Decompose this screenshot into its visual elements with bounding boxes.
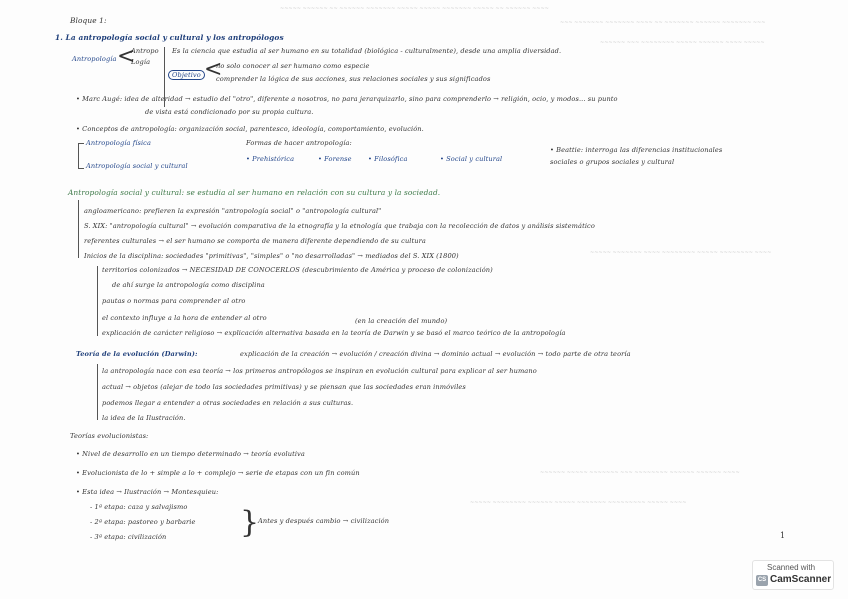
page-number: 1 xyxy=(780,531,786,540)
bracket xyxy=(78,200,79,258)
section2-line-1: angloamericano: prefieren la expresión "antropología social" o "antropología cultural" xyxy=(84,207,382,215)
section3-line-2: actual → objetos (alejar de todo las sociedades primitivas) y se piensan que las sociedades eran inmóviles xyxy=(102,383,466,391)
bracket xyxy=(97,364,98,420)
camscanner-watermark xyxy=(752,560,834,590)
section2-line-5: territorios colonizados → NECESIDAD DE CONOCERLOS (descubrimiento de América y proceso de colonización) xyxy=(102,266,493,274)
antropologia-social-cultural: Antropología social y cultural xyxy=(86,162,188,170)
section4-line-2: • Evolucionista de lo + simple a lo + complejo → serie de etapas con un fin común xyxy=(76,469,360,477)
forma-filosofica: • Filosófica xyxy=(368,155,408,163)
section2-line-8: el contexto influye a la hora de entender al otro xyxy=(102,314,267,322)
section4-line-1: • Nivel de desarrollo en un tiempo determinado → teoría evolutiva xyxy=(76,450,305,458)
page-title: Bloque 1: xyxy=(70,16,107,25)
bleed-through: ~~~~~~ ~~~~~ ~~~~~~~ ~~~ ~~~~~~~~ ~~~~~~ ~~~~~~ ~~~~ xyxy=(540,470,740,476)
bracket xyxy=(97,266,98,336)
etapa-1: - 1ª etapa: caza y salvajismo xyxy=(90,503,188,511)
section2-title: Antropología social y cultural: se estudia al ser humano en relación con su cultura y la sociedad. xyxy=(68,188,441,197)
section1-title: 1. La antropología social y cultural y los antropólogos xyxy=(55,33,284,42)
bracket xyxy=(78,143,79,168)
formas-title: Formas de hacer antropología: xyxy=(246,139,352,147)
brace: < xyxy=(117,44,136,69)
brace: } xyxy=(240,505,260,540)
antropologia-fisica: Antropología física xyxy=(86,139,151,147)
antropos-term: Antropo xyxy=(131,47,159,55)
section3-line-3: podemos llegar a entender a otras sociedades en relación a sus culturas. xyxy=(102,399,354,407)
objetivo-2: comprender la lógica de sus acciones, sus relaciones sociales y sus significados xyxy=(216,75,491,83)
etapas-summary: Antes y después cambio → civilización xyxy=(258,517,390,525)
bracket xyxy=(78,168,84,169)
conceptos-line: • Conceptos de antropología: organización social, parentesco, ideología, comportamiento, evolución. xyxy=(76,125,424,133)
objetivo-1: no solo conocer al ser humano como especie xyxy=(216,62,370,70)
section3-line-4: la idea de la Ilustración. xyxy=(102,414,186,422)
etapa-2: - 2ª etapa: pastoreo y barbarie xyxy=(90,518,196,526)
etapa-3: - 3ª etapa: civilización xyxy=(90,533,167,541)
section2-line-9: explicación de carácter religioso → explicación alternativa basada en la teoría de Darwin y se basó el marco teórico de la antropología xyxy=(102,329,566,337)
camscanner-brand: CamScanner xyxy=(770,574,832,585)
scanned-with-label: Scanned with xyxy=(767,563,816,572)
auge-line-1: • Marc Augé: idea de alteridad → estudio del "otro", diferente a nosotros, no para jerarquizarlo, sino para comprenderlo → religión, ocio, y modos... su punto xyxy=(76,95,618,103)
beattie-line-1: • Beattie: interroga las diferencias institucionales xyxy=(550,146,723,154)
logia-term: Logía xyxy=(131,58,151,66)
section4-title: Teorías evolucionistas: xyxy=(70,432,149,440)
section2-line-6: de ahí surge la antropología como disciplina xyxy=(112,281,265,289)
bleed-through: ~~~~~ ~~~~~~~~ ~~~~~~ ~~~~~ ~~~~~~~ ~~~~~~~~~ ~~~~~ ~~~~ xyxy=(470,500,687,506)
section2-line-3: referentes culturales → el ser humano se comporta de manera diferente dependiendo de su cultura xyxy=(84,237,426,245)
objetivo-label: Objetivo xyxy=(168,70,205,80)
section2-line-8b: (en la creación del mundo) xyxy=(355,317,448,325)
bleed-through: ~~~~~ ~~~~~~ ~~ ~~~~~~ ~~~~~~~ ~~~~~ ~~~~~ ~~~~~~~ ~~~~~ ~~ ~~~~~~ ~~~~ xyxy=(280,6,549,12)
section2-line-4: Inicios de la disciplina: sociedades "primitivas", "simples" o "no desarrolladas" → mediados del S. XIX (1800) xyxy=(84,252,459,260)
forma-prehistorica: • Prehistórica xyxy=(246,155,295,163)
brace: < xyxy=(204,57,223,82)
section3-line-1: la antropología nace con esa teoría → los primeros antropólogos se inspiran en evolución cultural para explicar al ser humano xyxy=(102,367,537,375)
beattie-line-2: sociales o grupos sociales y cultural xyxy=(550,158,675,166)
section2-line-7: pautas o normas para comprender al otro xyxy=(102,297,246,305)
bleed-through: ~~~~~ ~~~~~~~ ~~~~ ~~~~~~~~ ~~~~~ ~~~~~~~~ ~~~~ xyxy=(590,250,772,256)
definition: Es la ciencia que estudia al ser humano en su totalidad (biológica - culturalmente), desde una amplia diversidad. xyxy=(172,47,562,55)
section3-title: Teoría de la evolución (Darwin): xyxy=(76,350,198,358)
camscanner-logo-icon: CS xyxy=(756,575,768,586)
section4-line-3: • Esta idea → Ilustración → Montesquieu: xyxy=(76,488,219,496)
auge-line-2: de vista está condicionado por su propia cultura. xyxy=(145,108,314,116)
bleed-through: ~~~~~~ ~~~ ~~~~~~~~ ~~~~~ ~~~~~~ ~~~~ ~~~~~ xyxy=(600,40,765,46)
forma-social-cultural: • Social y cultural xyxy=(440,155,503,163)
antropologia-term: Antropología xyxy=(72,55,117,63)
forma-forense: • Forense xyxy=(318,155,352,163)
bracket xyxy=(78,143,84,144)
section2-line-2: S. XIX: "antropología cultural" → evolución comparativa de la etnografía y la etnología que trabaja con la recolección de datos y análisis sistemático xyxy=(84,222,595,230)
bleed-through: ~~~ ~~~~~~~ ~~~~~~~ ~~~~ ~~ ~~~~~~~ ~~~~~~ ~~~~~~~ ~~~ xyxy=(560,20,766,26)
section3-desc: explicación de la creación → evolución / creación divina → dominio actual → evolución → todo parte de otra teoría xyxy=(240,350,631,358)
